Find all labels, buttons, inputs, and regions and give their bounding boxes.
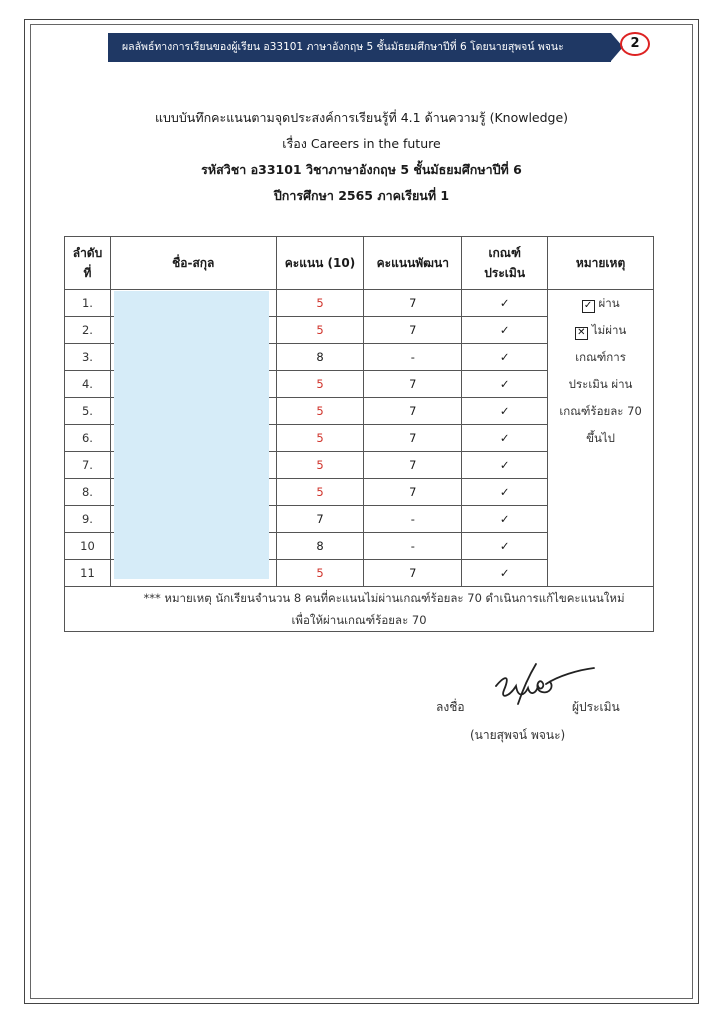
row-no: 4. <box>65 371 111 398</box>
row-check: ✓ <box>462 533 548 560</box>
remark-cell <box>548 290 654 587</box>
row-improved: 7 <box>364 479 462 506</box>
row-no: 9. <box>65 506 111 533</box>
note-line: *** หมายเหตุ นักเรียนจำนวน 8 คนที่คะแนนไม่ผ่านเกณฑ์ร้อยละ 70 ดำเนินการแก้ไขคะแนนใหม่ <box>143 591 625 605</box>
pass-label: ผ่าน <box>598 296 620 310</box>
row-score: 5 <box>276 398 364 425</box>
row-score: 5 <box>276 317 364 344</box>
row-check: ✓ <box>462 317 548 344</box>
pass-checkbox-icon: ✓ <box>582 300 595 313</box>
course-line: รหัสวิชา อ33101 วิชาภาษาอังกฤษ 5 ชั้นมัธยมศึกษาปีที่ 6 <box>201 162 522 177</box>
form-title: แบบบันทึกคะแนนตามจุดประสงค์การเรียนรู้ที่ 4.1 ด้านความรู้ (Knowledge) <box>154 110 569 125</box>
row-no: 5. <box>65 398 111 425</box>
remark-line: เกณฑ์ร้อยละ 70 <box>559 404 642 418</box>
row-no: 1. <box>65 290 111 317</box>
row-score: 5 <box>276 452 364 479</box>
note-line: เพื่อให้ผ่านเกณฑ์ร้อยละ 70 <box>291 613 427 627</box>
row-check: ✓ <box>462 371 548 398</box>
row-check: ✓ <box>462 344 548 371</box>
sign-label: ลงชื่อ <box>436 700 465 714</box>
row-score: 5 <box>276 479 364 506</box>
fail-label: ไม่ผ่าน <box>591 323 627 337</box>
row-no: 8. <box>65 479 111 506</box>
row-no: 10 <box>65 533 111 560</box>
row-check: ✓ <box>462 425 548 452</box>
row-improved: 7 <box>364 371 462 398</box>
table-header-row <box>65 237 654 290</box>
row-score: 5 <box>276 560 364 587</box>
remark-line: ขึ้นไป <box>586 431 615 445</box>
page-number-badge: 2 <box>620 32 650 56</box>
header-improved: คะแนนพัฒนา <box>364 237 462 290</box>
header-no: ลำดับ ที่ <box>65 237 111 290</box>
row-score: 8 <box>276 533 364 560</box>
row-improved: 7 <box>364 560 462 587</box>
topic-title: เรื่อง Careers in the future <box>282 136 441 151</box>
academic-year-line: ปีการศึกษา 2565 ภาคเรียนที่ 1 <box>273 188 450 203</box>
row-score: 8 <box>276 344 364 371</box>
row-improved: 7 <box>364 290 462 317</box>
row-no: 11 <box>65 560 111 587</box>
row-no: 6. <box>65 425 111 452</box>
header-remark: หมายเหตุ <box>548 237 654 290</box>
header-banner: ผลลัพธ์ทางการเรียนของผู้เรียน อ33101 ภาษาอังกฤษ 5 ชั้นมัธยมศึกษาปีที่ 6 โดยนายสุพจน์ พจนะ <box>108 33 611 62</box>
row-no: 3. <box>65 344 111 371</box>
row-check: ✓ <box>462 290 548 317</box>
row-improved: - <box>364 506 462 533</box>
row-improved: 7 <box>364 398 462 425</box>
row-improved: 7 <box>364 425 462 452</box>
row-check: ✓ <box>462 398 548 425</box>
row-check: ✓ <box>462 560 548 587</box>
note-cell <box>65 587 654 632</box>
row-check: ✓ <box>462 506 548 533</box>
row-improved: 7 <box>364 317 462 344</box>
row-check: ✓ <box>462 452 548 479</box>
row-improved: - <box>364 344 462 371</box>
row-check: ✓ <box>462 479 548 506</box>
header-criteria: เกณฑ์ ประเมิน <box>462 237 548 290</box>
remark-line: เกณฑ์การ <box>575 350 626 364</box>
fail-checkbox-icon: ✕ <box>575 327 588 340</box>
row-improved: - <box>364 533 462 560</box>
header-score: คะแนน (10) <box>276 237 364 290</box>
row-no: 2. <box>65 317 111 344</box>
evaluator-name: (นายสุพจน์ พจนะ) <box>470 728 566 742</box>
row-score: 5 <box>276 290 364 317</box>
row-no: 7. <box>65 452 111 479</box>
remark-line: ประเมิน ผ่าน <box>568 377 633 391</box>
row-improved: 7 <box>364 452 462 479</box>
row-score: 5 <box>276 371 364 398</box>
header-name: ชื่อ-สกุล <box>110 237 276 290</box>
row-score: 5 <box>276 425 364 452</box>
row-score: 7 <box>276 506 364 533</box>
note-row <box>65 587 654 632</box>
redacted-names-overlay <box>114 291 269 579</box>
evaluator-role: ผู้ประเมิน <box>572 700 620 714</box>
